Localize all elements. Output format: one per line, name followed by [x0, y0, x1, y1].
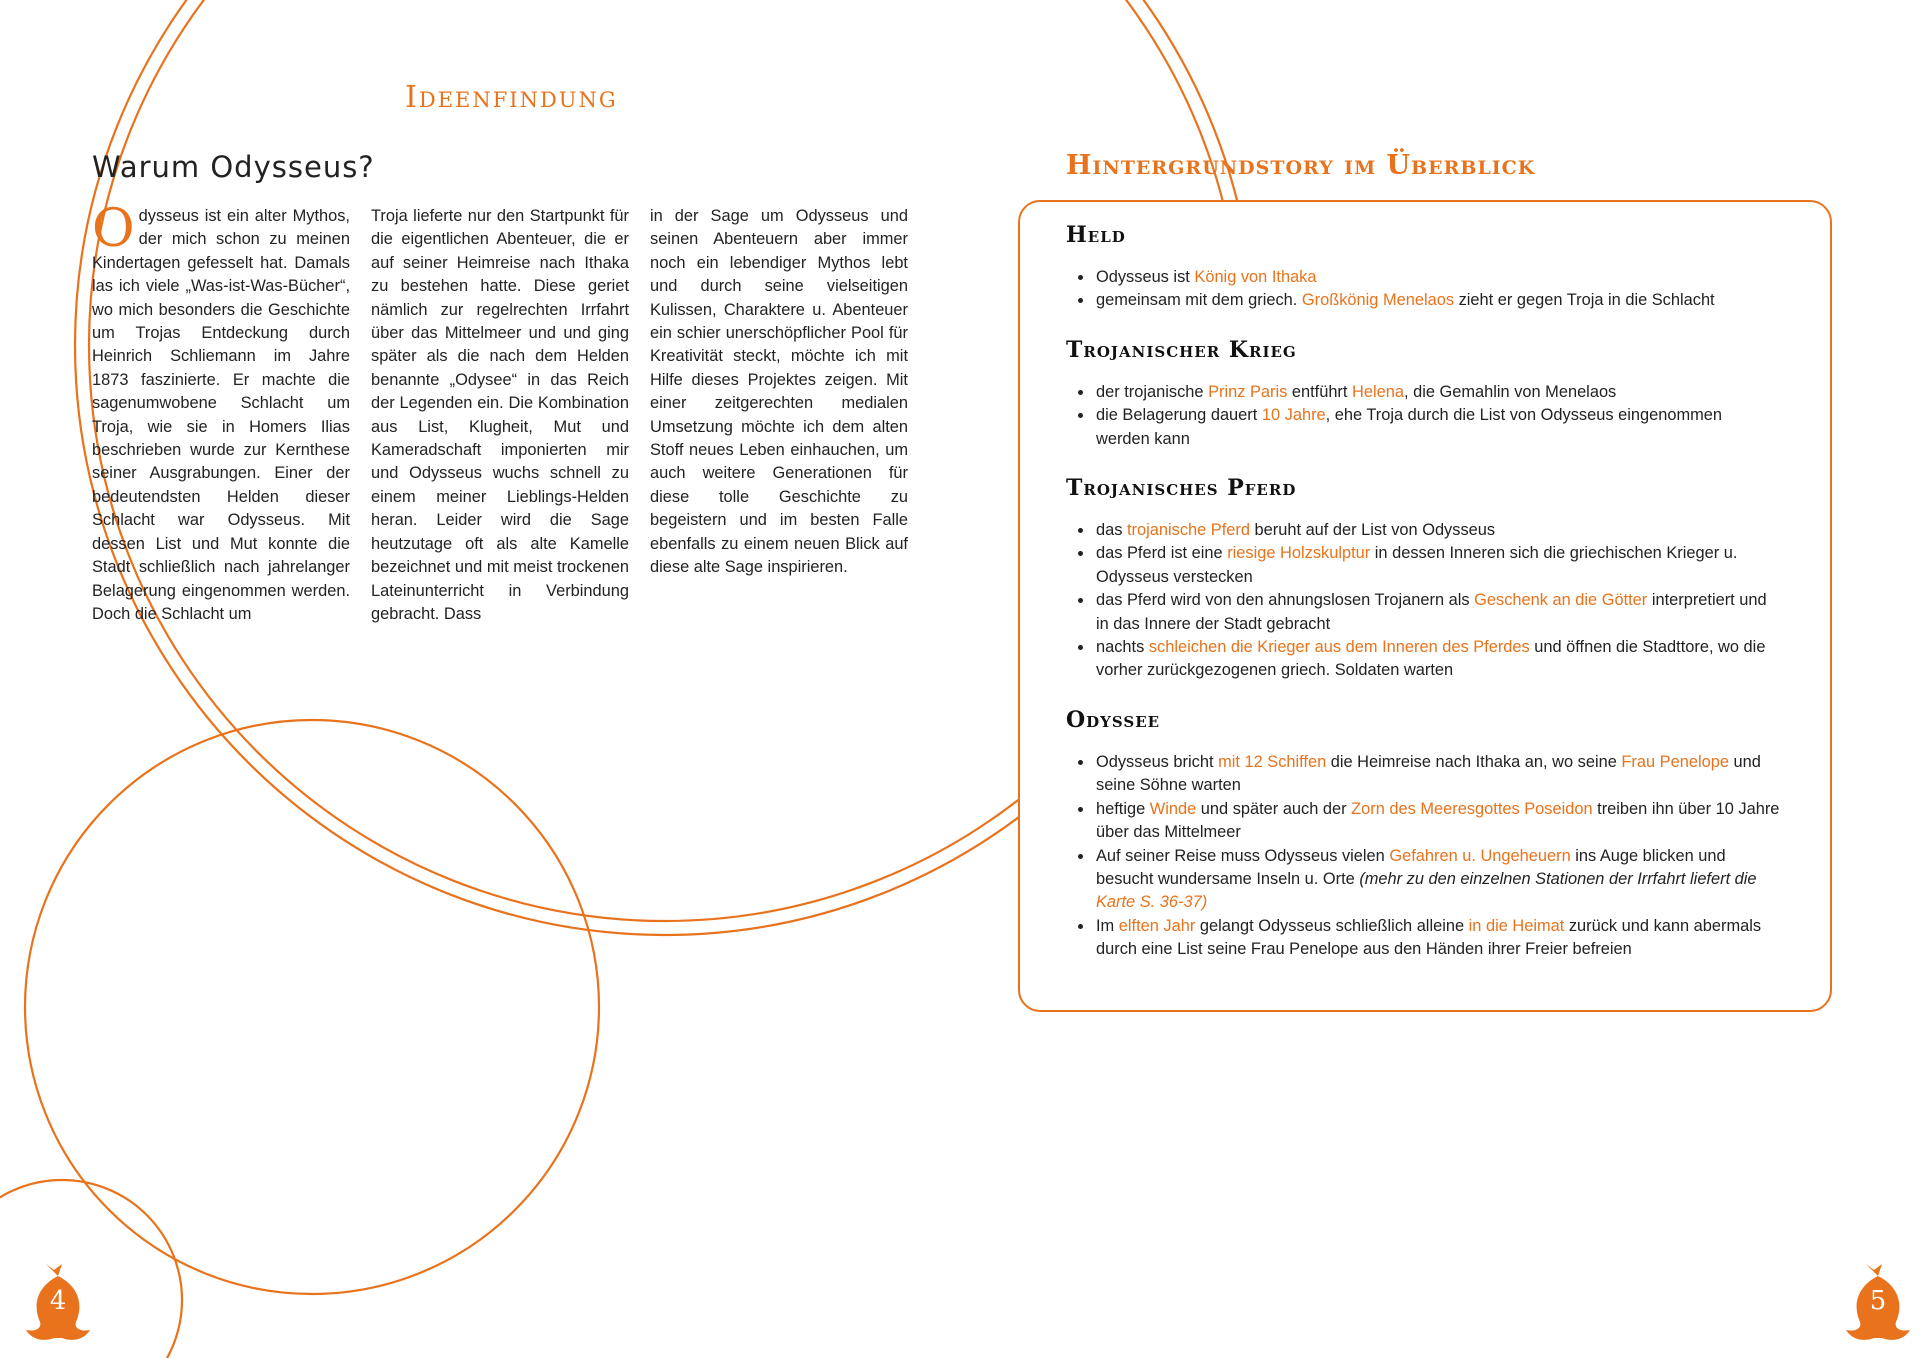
- bullet-text: das Pferd ist eine: [1096, 544, 1228, 563]
- bullet-text: interpretiert und in das Innere der Stadt gebracht: [1096, 591, 1767, 633]
- panel-section-heading: Trojanischer Krieg: [1066, 336, 1297, 363]
- bullet-text: Im: [1096, 916, 1119, 935]
- highlighted-text: elften Jahr: [1118, 916, 1196, 935]
- highlighted-text: König von Ithaka: [1194, 268, 1317, 286]
- bullet-item: [1094, 798, 1780, 845]
- bullet-text: Odysseus ist: [1096, 268, 1195, 286]
- text-column-1: [92, 199, 350, 626]
- bullet-text: treiben ihn über 10 Jahre über das Mittelmeer: [1096, 799, 1780, 842]
- bullet-text: heftige: [1096, 799, 1150, 818]
- bullet-text: Auf seiner Reise muss Odysseus vielen: [1096, 846, 1390, 865]
- article-title: Warum Odysseus?: [92, 150, 375, 184]
- bullet-item: [1094, 381, 1780, 404]
- bullet-text: in dessen Inneren sich die griechischen Krieger u. Odysseus verstecken: [1096, 544, 1738, 586]
- highlighted-text: Geschenk an die Götter: [1474, 591, 1648, 610]
- highlighted-text: Frau Penelope: [1621, 752, 1729, 771]
- bullet-text: und öffnen die Stadttore, wo die vorher zurückgezogenen griech. Soldaten warten: [1096, 638, 1766, 680]
- page-number-right: 5: [1869, 1286, 1887, 1316]
- highlighted-text: Winde: [1149, 799, 1197, 818]
- bullet-text: (mehr zu den einzelnen Stationen der Irrfahrt liefert die: [1359, 869, 1757, 888]
- bullet-item: [1094, 845, 1780, 915]
- highlighted-text: Prinz Paris: [1208, 382, 1288, 401]
- text-column-2: [371, 205, 629, 626]
- bullet-text: beruht auf der List von Odysseus: [1249, 521, 1496, 540]
- bullet-text: das: [1096, 521, 1127, 540]
- highlighted-text: Gefahren u. Ungeheuern: [1389, 846, 1571, 865]
- panel-section-heading: Odyssee: [1066, 706, 1161, 733]
- bullet-text: gemeinsam mit dem griech.: [1096, 291, 1302, 310]
- panel-section-heading: Trojanisches Pferd: [1066, 475, 1297, 502]
- highlighted-text: Großkönig Menelaos: [1301, 291, 1455, 310]
- story-overview-panel: [1018, 200, 1832, 1012]
- bullet-item: [1094, 636, 1780, 683]
- highlighted-text: 10 Jahre: [1261, 406, 1326, 425]
- column-3-text: in der Sage um Odysseus und seinen Abenteuern aber immer noch ein lebendiger Mythos lebt und durch seine vielseitigen Kulissen, Charaktere u. Abenteuer ein schier unerschöpflicher Pool für Kreativität steckt, möchte ich mit Hilfe dieses Projektes zeigen. Mit einer zeitgerechten medialen Umsetzung möchte ich dem alten Stoff neues Leben einhauchen, um auch weitere Generationen für diese tolle Geschichte zu begeistern und im besten Falle ebenfalls zu einem neuen Blick auf diese alte Sage inspirieren.: [650, 207, 908, 577]
- bullet-text: , die Gemahlin von Menelaos: [1403, 382, 1617, 401]
- bullet-text: und später auch der: [1196, 799, 1352, 818]
- page-badge-left: [18, 1258, 98, 1348]
- bullet-list: [1066, 751, 1780, 962]
- highlighted-text: in die Heimat: [1468, 916, 1565, 935]
- bullet-text: die Heimreise nach Ithaka an, wo seine: [1326, 752, 1622, 771]
- bullet-item: [1094, 915, 1780, 962]
- highlighted-text: schleichen die Krieger aus dem Inneren des Pferdes: [1148, 638, 1530, 657]
- bullet-text: und seine Söhne warten: [1096, 752, 1761, 795]
- text-column-3: [650, 205, 908, 580]
- section-label: Ideenfindung: [405, 80, 618, 115]
- bullet-item: [1094, 589, 1780, 636]
- bullet-item: [1094, 519, 1780, 542]
- highlighted-text: Karte S. 36-37): [1096, 893, 1208, 912]
- panel-section-heading: Held: [1066, 222, 1126, 248]
- bullet-item: [1094, 404, 1780, 451]
- bullet-text: der trojanische: [1096, 382, 1209, 401]
- bullet-text: , ehe Troja durch die List von Odysseus eingenommen werden kann: [1096, 406, 1722, 448]
- bullet-item: [1094, 751, 1780, 798]
- bullet-list: [1066, 381, 1780, 451]
- bullet-item: [1094, 266, 1780, 289]
- bullet-text: zurück und kann abermals durch eine List seine Frau Penelope aus den Händen ihrer Freier befreien: [1096, 916, 1762, 959]
- highlighted-text: trojanische Pferd: [1126, 521, 1250, 540]
- bullet-text: das Pferd wird von den ahnungslosen Trojanern als: [1096, 591, 1475, 610]
- highlighted-text: Zorn des Meeresgottes Poseidon: [1351, 799, 1593, 818]
- column-1-text: dysseus ist ein alter Mythos, der mich schon zu meinen Kindertagen gefesselt hat. Damals las ich viele „Was-ist-Was-Bücher“, wo mich besonders die Geschichte um Trojas Entdeckung durch Heinrich Schliemann im Jahre 1873 faszinierte. Er machte die sagenumwobene Schlacht um Troja, wie sie in Homers Ilias beschrieben wurde zur Kernthese seiner Ausgrabungen. Einer der bedeutendsten Helden dieser Schlacht war Odysseus. Mit dessen List und Mut konnte die Stadt schließlich nach jahrelanger Belagerung eingenommen werden. Doch die Schlacht um: [92, 207, 350, 623]
- bullet-list: [1066, 266, 1780, 313]
- page-badge-right: [1838, 1258, 1918, 1348]
- bullet-text: ins Auge blicken und besucht wundersame Inseln u. Orte: [1096, 846, 1726, 888]
- panel-title: Hintergrundstory im Überblick: [1066, 150, 1536, 181]
- bullet-text: entführt: [1287, 382, 1353, 401]
- highlighted-text: riesige Holzskulptur: [1227, 544, 1371, 563]
- page-number-left: 4: [49, 1286, 67, 1316]
- middle-circle: [25, 720, 599, 1294]
- bullet-text: gelangt Odysseus schließlich alleine: [1195, 916, 1469, 935]
- highlighted-text: mit 12 Schiffen: [1218, 752, 1327, 771]
- bullet-text: nachts: [1096, 638, 1149, 657]
- bullet-list: [1066, 519, 1780, 683]
- column-2-text: Troja lieferte nur den Startpunkt für die eigentlichen Abenteuer, die er auf seiner Heimreise nach Ithaka zu bestehen hatte. Diese geriet nämlich zur regelrechten Irrfahrt über das Mittelmeer und und ging später als die nach dem Helden benannte „Odysee“ in das Reich der Legenden ein. Die Kombination aus List, Klugheit, Mut und Kameradschaft imponierten mir und Odysseus wuchs schnell zu einem meiner Lieblings-Helden heran. Leider wird die Sage heutzutage oft als alte Kamelle bezeichnet und mit meist trockenen Lateinunterricht in Verbindung gebracht. Dass: [371, 207, 629, 623]
- bullet-item: [1094, 289, 1780, 312]
- bullet-item: [1094, 542, 1780, 589]
- dropcap: O: [92, 199, 135, 259]
- bullet-text: zieht er gegen Troja in die Schlacht: [1454, 291, 1715, 310]
- bullet-text: die Belagerung dauert: [1096, 406, 1262, 425]
- highlighted-text: Helena: [1352, 382, 1404, 401]
- bullet-text: Odysseus bricht: [1096, 752, 1219, 771]
